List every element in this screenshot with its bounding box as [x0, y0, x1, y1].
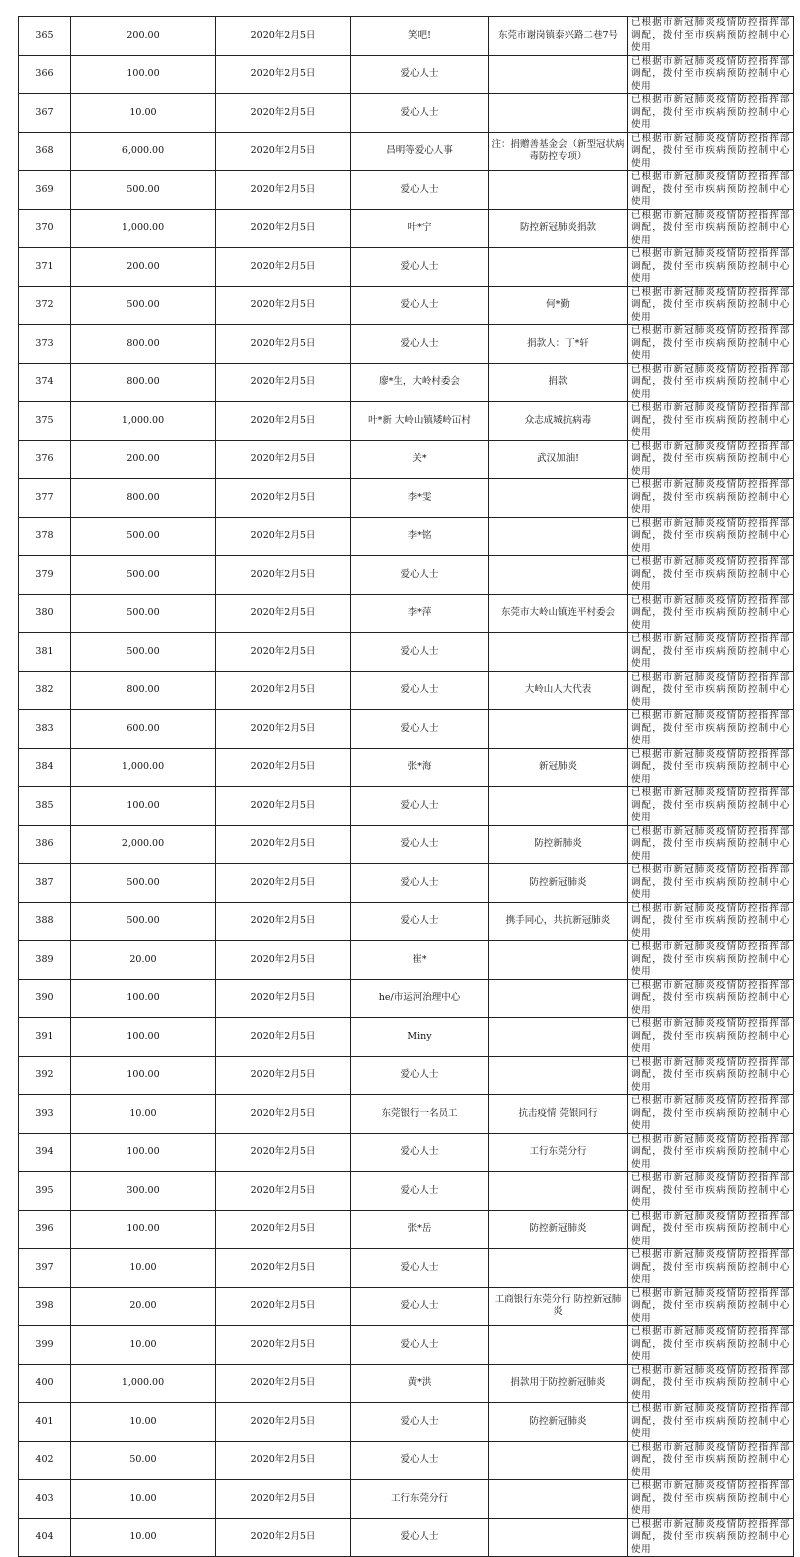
cell-usage: 已根据市新冠肺炎疫情防控指挥部调配，拨付至市疾病预防控制中心使用: [628, 132, 794, 171]
table-row: [19, 594, 794, 633]
cell-index: 404: [19, 1518, 71, 1557]
cell-amount: 20.00: [71, 1287, 216, 1326]
cell-usage: 已根据市新冠肺炎疫情防控指挥部调配，拨付至市疾病预防控制中心使用: [628, 17, 794, 56]
cell-donor: 爱心人士: [351, 1056, 489, 1095]
cell-date: 2020年2月5日: [216, 1133, 351, 1172]
cell-amount: 10.00: [71, 1518, 216, 1557]
cell-index: 384: [19, 748, 71, 787]
cell-usage: 已根据市新冠肺炎疫情防控指挥部调配，拨付至市疾病预防控制中心使用: [628, 941, 794, 980]
cell-note: [489, 1249, 628, 1288]
cell-index: 387: [19, 864, 71, 903]
cell-usage: 已根据市新冠肺炎疫情防控指挥部调配，拨付至市疾病预防控制中心使用: [628, 787, 794, 826]
cell-date: 2020年2月5日: [216, 517, 351, 556]
cell-date: 2020年2月5日: [216, 1056, 351, 1095]
cell-donor: 关*: [351, 440, 489, 479]
cell-donor: 爱心人士: [351, 171, 489, 210]
cell-amount: 10.00: [71, 94, 216, 133]
table-row: [19, 325, 794, 364]
cell-amount: 100.00: [71, 1210, 216, 1249]
table-row: [19, 517, 794, 556]
cell-donor: 张*岳: [351, 1210, 489, 1249]
table-row: [19, 248, 794, 287]
cell-note: 东莞市大岭山镇连平村委会: [489, 594, 628, 633]
cell-amount: 100.00: [71, 1133, 216, 1172]
cell-amount: 20.00: [71, 941, 216, 980]
cell-note: 工行东莞分行: [489, 1133, 628, 1172]
cell-usage: 已根据市新冠肺炎疫情防控指挥部调配，拨付至市疾病预防控制中心使用: [628, 825, 794, 864]
cell-donor: 爱心人士: [351, 1441, 489, 1480]
cell-date: 2020年2月5日: [216, 286, 351, 325]
table-row: [19, 440, 794, 479]
cell-amount: 200.00: [71, 440, 216, 479]
cell-index: 369: [19, 171, 71, 210]
table-row: [19, 633, 794, 672]
cell-amount: 500.00: [71, 594, 216, 633]
cell-note: [489, 248, 628, 287]
cell-note: 新冠肺炎: [489, 748, 628, 787]
cell-index: 389: [19, 941, 71, 980]
cell-index: 393: [19, 1095, 71, 1134]
table-row: [19, 479, 794, 518]
cell-donor: 爱心人士: [351, 1133, 489, 1172]
cell-donor: 崔*: [351, 941, 489, 980]
cell-amount: 10.00: [71, 1326, 216, 1365]
cell-usage: 已根据市新冠肺炎疫情防控指挥部调配，拨付至市疾病预防控制中心使用: [628, 594, 794, 633]
cell-date: 2020年2月5日: [216, 209, 351, 248]
cell-index: 388: [19, 902, 71, 941]
cell-date: 2020年2月5日: [216, 671, 351, 710]
cell-usage: 已根据市新冠肺炎疫情防控指挥部调配，拨付至市疾病预防控制中心使用: [628, 209, 794, 248]
cell-amount: 6,000.00: [71, 132, 216, 171]
cell-usage: 已根据市新冠肺炎疫情防控指挥部调配，拨付至市疾病预防控制中心使用: [628, 1480, 794, 1519]
cell-note: [489, 556, 628, 595]
cell-date: 2020年2月5日: [216, 1364, 351, 1403]
cell-date: 2020年2月5日: [216, 825, 351, 864]
cell-note: [489, 1056, 628, 1095]
cell-note: [489, 1172, 628, 1211]
cell-note: [489, 979, 628, 1018]
cell-usage: 已根据市新冠肺炎疫情防控指挥部调配，拨付至市疾病预防控制中心使用: [628, 479, 794, 518]
cell-amount: 100.00: [71, 1018, 216, 1057]
cell-index: 365: [19, 17, 71, 56]
cell-index: 396: [19, 1210, 71, 1249]
cell-index: 383: [19, 710, 71, 749]
cell-usage: 已根据市新冠肺炎疫情防控指挥部调配，拨付至市疾病预防控制中心使用: [628, 1326, 794, 1365]
cell-note: [489, 1441, 628, 1480]
cell-index: 399: [19, 1326, 71, 1365]
table-row: [19, 1326, 794, 1365]
cell-date: 2020年2月5日: [216, 633, 351, 672]
table-row: [19, 1287, 794, 1326]
cell-amount: 10.00: [71, 1480, 216, 1519]
cell-usage: 已根据市新冠肺炎疫情防控指挥部调配，拨付至市疾病预防控制中心使用: [628, 1210, 794, 1249]
cell-note: 捐款人：丁*轩: [489, 325, 628, 364]
cell-index: 398: [19, 1287, 71, 1326]
cell-amount: 10.00: [71, 1095, 216, 1134]
cell-index: 401: [19, 1403, 71, 1442]
cell-amount: 1,000.00: [71, 1364, 216, 1403]
cell-date: 2020年2月5日: [216, 248, 351, 287]
table-row: [19, 825, 794, 864]
cell-usage: 已根据市新冠肺炎疫情防控指挥部调配，拨付至市疾病预防控制中心使用: [628, 286, 794, 325]
cell-date: 2020年2月5日: [216, 1403, 351, 1442]
cell-note: 防控新冠肺炎: [489, 864, 628, 903]
donation-table: [18, 16, 794, 1557]
table-row: [19, 787, 794, 826]
table-row: [19, 671, 794, 710]
cell-index: 371: [19, 248, 71, 287]
cell-index: 378: [19, 517, 71, 556]
cell-usage: 已根据市新冠肺炎疫情防控指挥部调配，拨付至市疾病预防控制中心使用: [628, 748, 794, 787]
table-row: [19, 1480, 794, 1519]
table-row: [19, 902, 794, 941]
cell-date: 2020年2月5日: [216, 941, 351, 980]
table-row: [19, 55, 794, 94]
cell-donor: 爱心人士: [351, 671, 489, 710]
cell-note: 抗击疫情 莞银同行: [489, 1095, 628, 1134]
cell-date: 2020年2月5日: [216, 556, 351, 595]
cell-donor: 爱心人士: [351, 556, 489, 595]
cell-note: [489, 941, 628, 980]
cell-donor: 叶*宁: [351, 209, 489, 248]
cell-usage: 已根据市新冠肺炎疫情防控指挥部调配，拨付至市疾病预防控制中心使用: [628, 710, 794, 749]
cell-amount: 100.00: [71, 979, 216, 1018]
cell-note: [489, 787, 628, 826]
cell-amount: 200.00: [71, 248, 216, 287]
cell-note: [489, 710, 628, 749]
cell-donor: 张*海: [351, 748, 489, 787]
cell-index: 377: [19, 479, 71, 518]
cell-amount: 100.00: [71, 55, 216, 94]
cell-donor: 笑吧!: [351, 17, 489, 56]
cell-usage: 已根据市新冠肺炎疫情防控指挥部调配，拨付至市疾病预防控制中心使用: [628, 902, 794, 941]
cell-amount: 1,000.00: [71, 209, 216, 248]
table-row: [19, 1172, 794, 1211]
cell-amount: 1,000.00: [71, 748, 216, 787]
table-row: [19, 941, 794, 980]
cell-note: [489, 1018, 628, 1057]
cell-donor: 爱心人士: [351, 55, 489, 94]
cell-date: 2020年2月5日: [216, 1326, 351, 1365]
cell-date: 2020年2月5日: [216, 1287, 351, 1326]
cell-date: 2020年2月5日: [216, 710, 351, 749]
table-row: [19, 748, 794, 787]
cell-donor: 工行东莞分行: [351, 1480, 489, 1519]
cell-note: 注：捐赠善基金会（新型冠状病毒防控专项）: [489, 132, 628, 171]
cell-usage: 已根据市新冠肺炎疫情防控指挥部调配，拨付至市疾病预防控制中心使用: [628, 171, 794, 210]
cell-usage: 已根据市新冠肺炎疫情防控指挥部调配，拨付至市疾病预防控制中心使用: [628, 363, 794, 402]
cell-amount: 500.00: [71, 633, 216, 672]
cell-index: 373: [19, 325, 71, 364]
cell-index: 397: [19, 1249, 71, 1288]
cell-amount: 10.00: [71, 1249, 216, 1288]
cell-index: 380: [19, 594, 71, 633]
cell-date: 2020年2月5日: [216, 363, 351, 402]
table-row: [19, 1095, 794, 1134]
cell-donor: 爱心人士: [351, 1326, 489, 1365]
cell-donor: 爱心人士: [351, 1518, 489, 1557]
cell-donor: 廖*生，大岭村委会: [351, 363, 489, 402]
table-row: [19, 1441, 794, 1480]
table-row: [19, 94, 794, 133]
cell-index: 395: [19, 1172, 71, 1211]
cell-index: 403: [19, 1480, 71, 1519]
cell-note: 防控新冠肺炎: [489, 1403, 628, 1442]
cell-usage: 已根据市新冠肺炎疫情防控指挥部调配，拨付至市疾病预防控制中心使用: [628, 517, 794, 556]
table-row: [19, 363, 794, 402]
cell-date: 2020年2月5日: [216, 594, 351, 633]
cell-note: [489, 1326, 628, 1365]
cell-index: 379: [19, 556, 71, 595]
cell-date: 2020年2月5日: [216, 132, 351, 171]
cell-usage: 已根据市新冠肺炎疫情防控指挥部调配，拨付至市疾病预防控制中心使用: [628, 864, 794, 903]
table-row: [19, 979, 794, 1018]
table-row: [19, 1133, 794, 1172]
cell-index: 391: [19, 1018, 71, 1057]
cell-date: 2020年2月5日: [216, 94, 351, 133]
cell-date: 2020年2月5日: [216, 1095, 351, 1134]
cell-usage: 已根据市新冠肺炎疫情防控指挥部调配，拨付至市疾病预防控制中心使用: [628, 94, 794, 133]
table-row: [19, 1018, 794, 1057]
cell-index: 390: [19, 979, 71, 1018]
cell-note: [489, 633, 628, 672]
table-row: [19, 1364, 794, 1403]
cell-date: 2020年2月5日: [216, 479, 351, 518]
cell-amount: 500.00: [71, 517, 216, 556]
cell-usage: 已根据市新冠肺炎疫情防控指挥部调配，拨付至市疾病预防控制中心使用: [628, 1249, 794, 1288]
cell-index: 372: [19, 286, 71, 325]
cell-date: 2020年2月5日: [216, 325, 351, 364]
cell-usage: 已根据市新冠肺炎疫情防控指挥部调配，拨付至市疾病预防控制中心使用: [628, 325, 794, 364]
cell-usage: 已根据市新冠肺炎疫情防控指挥部调配，拨付至市疾病预防控制中心使用: [628, 1056, 794, 1095]
cell-date: 2020年2月5日: [216, 748, 351, 787]
table-row: [19, 209, 794, 248]
table-row: [19, 710, 794, 749]
cell-index: 374: [19, 363, 71, 402]
cell-usage: 已根据市新冠肺炎疫情防控指挥部调配，拨付至市疾病预防控制中心使用: [628, 979, 794, 1018]
cell-note: 防控新冠肺炎: [489, 1210, 628, 1249]
cell-note: 捐款用于防控新冠肺炎: [489, 1364, 628, 1403]
cell-note: 防控新肺炎: [489, 825, 628, 864]
cell-donor: 爱心人士: [351, 825, 489, 864]
cell-date: 2020年2月5日: [216, 1518, 351, 1557]
cell-donor: he/市运河治理中心: [351, 979, 489, 1018]
cell-date: 2020年2月5日: [216, 1018, 351, 1057]
cell-amount: 100.00: [71, 1056, 216, 1095]
table-row: [19, 17, 794, 56]
cell-amount: 50.00: [71, 1441, 216, 1480]
cell-index: 366: [19, 55, 71, 94]
cell-date: 2020年2月5日: [216, 17, 351, 56]
cell-usage: 已根据市新冠肺炎疫情防控指挥部调配，拨付至市疾病预防控制中心使用: [628, 402, 794, 441]
cell-date: 2020年2月5日: [216, 55, 351, 94]
table-row: [19, 171, 794, 210]
cell-note: 工商银行东莞分行 防控新冠肺炎: [489, 1287, 628, 1326]
cell-usage: 已根据市新冠肺炎疫情防控指挥部调配，拨付至市疾病预防控制中心使用: [628, 1364, 794, 1403]
cell-amount: 500.00: [71, 171, 216, 210]
cell-date: 2020年2月5日: [216, 1172, 351, 1211]
cell-donor: 爱心人士: [351, 787, 489, 826]
cell-note: [489, 1480, 628, 1519]
cell-usage: 已根据市新冠肺炎疫情防控指挥部调配，拨付至市疾病预防控制中心使用: [628, 556, 794, 595]
cell-donor: 黄*洪: [351, 1364, 489, 1403]
cell-usage: 已根据市新冠肺炎疫情防控指挥部调配，拨付至市疾病预防控制中心使用: [628, 671, 794, 710]
cell-note: 防控新冠肺炎捐款: [489, 209, 628, 248]
cell-donor: 爱心人士: [351, 902, 489, 941]
cell-donor: 叶*新 大岭山镇矮岭冚村: [351, 402, 489, 441]
table-row: [19, 1056, 794, 1095]
cell-donor: 爱心人士: [351, 286, 489, 325]
cell-note: 捐款: [489, 363, 628, 402]
cell-usage: 已根据市新冠肺炎疫情防控指挥部调配，拨付至市疾病预防控制中心使用: [628, 248, 794, 287]
cell-usage: 已根据市新冠肺炎疫情防控指挥部调配，拨付至市疾病预防控制中心使用: [628, 1018, 794, 1057]
table-row: [19, 132, 794, 171]
cell-amount: 500.00: [71, 556, 216, 595]
cell-date: 2020年2月5日: [216, 1249, 351, 1288]
cell-note: [489, 94, 628, 133]
cell-note: [489, 1518, 628, 1557]
cell-date: 2020年2月5日: [216, 902, 351, 941]
cell-usage: 已根据市新冠肺炎疫情防控指挥部调配，拨付至市疾病预防控制中心使用: [628, 633, 794, 672]
cell-donor: 李*雯: [351, 479, 489, 518]
cell-date: 2020年2月5日: [216, 864, 351, 903]
cell-usage: 已根据市新冠肺炎疫情防控指挥部调配，拨付至市疾病预防控制中心使用: [628, 1095, 794, 1134]
cell-amount: 500.00: [71, 864, 216, 903]
cell-usage: 已根据市新冠肺炎疫情防控指挥部调配，拨付至市疾病预防控制中心使用: [628, 55, 794, 94]
cell-donor: 爱心人士: [351, 710, 489, 749]
cell-donor: 爱心人士: [351, 1172, 489, 1211]
table-row: [19, 556, 794, 595]
cell-amount: 2,000.00: [71, 825, 216, 864]
cell-donor: 爱心人士: [351, 325, 489, 364]
table-row: [19, 1249, 794, 1288]
cell-index: 376: [19, 440, 71, 479]
cell-note: 何*勤: [489, 286, 628, 325]
cell-usage: 已根据市新冠肺炎疫情防控指挥部调配，拨付至市疾病预防控制中心使用: [628, 1518, 794, 1557]
donation-table-body: [19, 17, 794, 1557]
cell-date: 2020年2月5日: [216, 440, 351, 479]
table-row: [19, 286, 794, 325]
cell-donor: 爱心人士: [351, 1287, 489, 1326]
cell-index: 382: [19, 671, 71, 710]
cell-index: 367: [19, 94, 71, 133]
cell-donor: 爱心人士: [351, 633, 489, 672]
cell-amount: 1,000.00: [71, 402, 216, 441]
cell-amount: 800.00: [71, 363, 216, 402]
cell-donor: 爱心人士: [351, 1403, 489, 1442]
cell-date: 2020年2月5日: [216, 1480, 351, 1519]
cell-date: 2020年2月5日: [216, 979, 351, 1018]
cell-donor: 李*铭: [351, 517, 489, 556]
table-row: [19, 1403, 794, 1442]
cell-date: 2020年2月5日: [216, 1210, 351, 1249]
cell-usage: 已根据市新冠肺炎疫情防控指挥部调配，拨付至市疾病预防控制中心使用: [628, 1172, 794, 1211]
cell-donor: Miny: [351, 1018, 489, 1057]
table-row: [19, 1210, 794, 1249]
cell-index: 370: [19, 209, 71, 248]
table-row: [19, 1518, 794, 1557]
cell-donor: 爱心人士: [351, 94, 489, 133]
cell-index: 394: [19, 1133, 71, 1172]
cell-amount: 500.00: [71, 902, 216, 941]
cell-amount: 800.00: [71, 479, 216, 518]
cell-note: [489, 479, 628, 518]
cell-amount: 800.00: [71, 325, 216, 364]
cell-index: 368: [19, 132, 71, 171]
cell-amount: 200.00: [71, 17, 216, 56]
cell-amount: 600.00: [71, 710, 216, 749]
cell-amount: 100.00: [71, 787, 216, 826]
cell-note: 携手同心，共抗新冠肺炎: [489, 902, 628, 941]
cell-usage: 已根据市新冠肺炎疫情防控指挥部调配，拨付至市疾病预防控制中心使用: [628, 1287, 794, 1326]
cell-index: 402: [19, 1441, 71, 1480]
cell-index: 385: [19, 787, 71, 826]
cell-note: [489, 517, 628, 556]
cell-donor: 爱心人士: [351, 248, 489, 287]
cell-date: 2020年2月5日: [216, 171, 351, 210]
cell-date: 2020年2月5日: [216, 787, 351, 826]
cell-usage: 已根据市新冠肺炎疫情防控指挥部调配，拨付至市疾病预防控制中心使用: [628, 440, 794, 479]
cell-amount: 300.00: [71, 1172, 216, 1211]
cell-index: 392: [19, 1056, 71, 1095]
cell-amount: 800.00: [71, 671, 216, 710]
cell-index: 400: [19, 1364, 71, 1403]
cell-donor: 李*萍: [351, 594, 489, 633]
cell-note: [489, 171, 628, 210]
table-row: [19, 864, 794, 903]
cell-note: 众志成城抗病毒: [489, 402, 628, 441]
cell-amount: 10.00: [71, 1403, 216, 1442]
cell-note: 武汉加油!: [489, 440, 628, 479]
cell-usage: 已根据市新冠肺炎疫情防控指挥部调配，拨付至市疾病预防控制中心使用: [628, 1133, 794, 1172]
cell-amount: 500.00: [71, 286, 216, 325]
cell-usage: 已根据市新冠肺炎疫情防控指挥部调配，拨付至市疾病预防控制中心使用: [628, 1441, 794, 1480]
cell-note: 大岭山人大代表: [489, 671, 628, 710]
cell-note: 东莞市谢岗镇泰兴路二巷7号: [489, 17, 628, 56]
cell-date: 2020年2月5日: [216, 1441, 351, 1480]
cell-index: 381: [19, 633, 71, 672]
cell-index: 375: [19, 402, 71, 441]
cell-note: [489, 55, 628, 94]
table-row: [19, 402, 794, 441]
cell-donor: 昌明等爱心人事: [351, 132, 489, 171]
cell-donor: 东莞银行一名员工: [351, 1095, 489, 1134]
cell-date: 2020年2月5日: [216, 402, 351, 441]
cell-index: 386: [19, 825, 71, 864]
cell-usage: 已根据市新冠肺炎疫情防控指挥部调配，拨付至市疾病预防控制中心使用: [628, 1403, 794, 1442]
cell-donor: 爱心人士: [351, 864, 489, 903]
cell-donor: 爱心人士: [351, 1249, 489, 1288]
